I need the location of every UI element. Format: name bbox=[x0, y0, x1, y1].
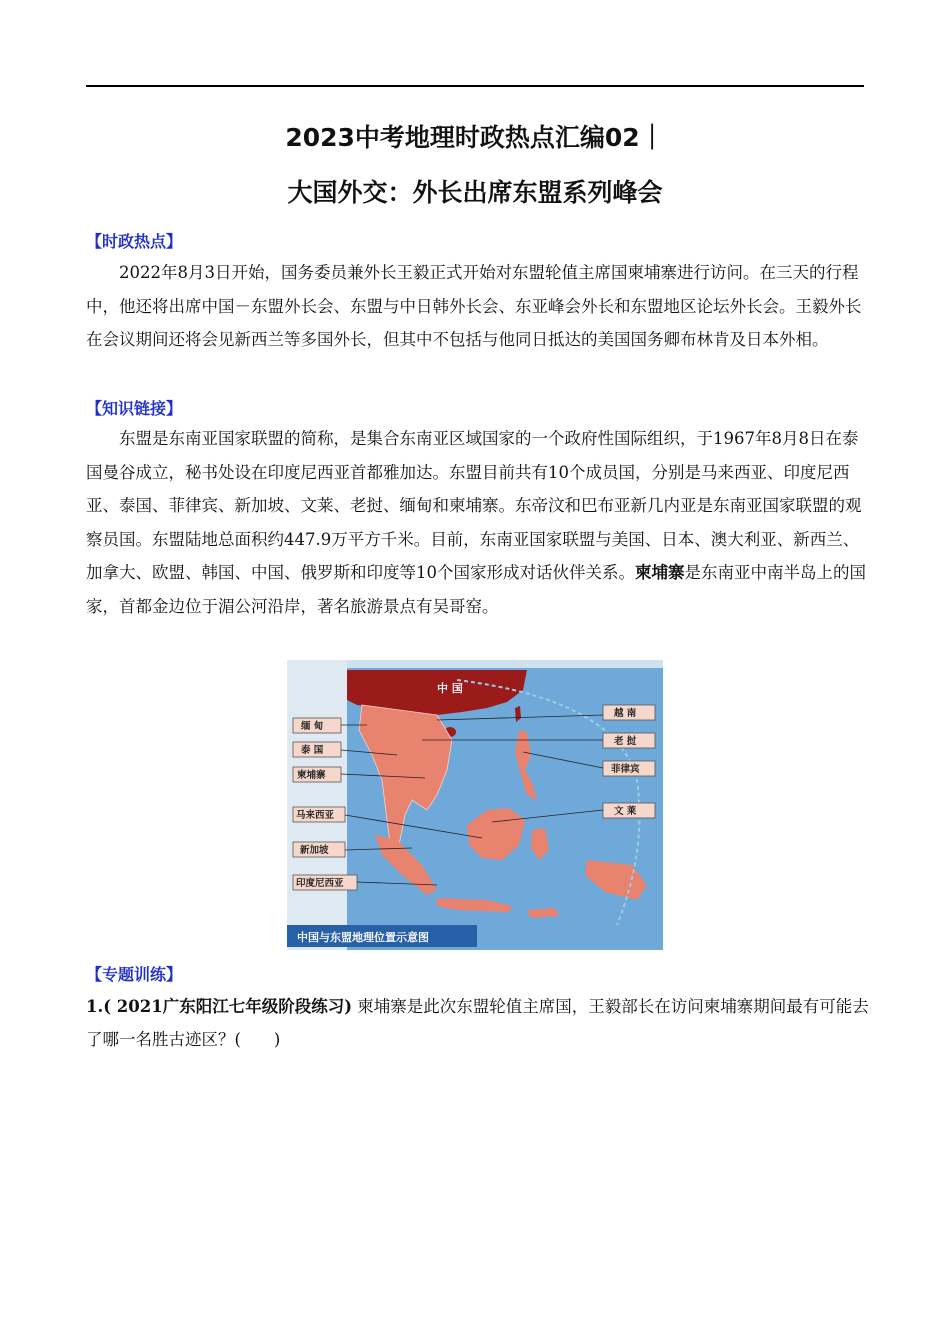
question-1-text: 柬埔寨是此次东盟轮值主席国，王毅部长在访问柬埔寨期间最有可能去了哪一名胜古迹区？( ) bbox=[86, 997, 869, 1049]
section-label-practice: 【专题训练】 bbox=[86, 965, 183, 984]
map-label-singapore: 新加坡 bbox=[300, 845, 329, 856]
map-label-philippines: 菲律宾 bbox=[611, 764, 640, 775]
knowledge-text-bold: 柬埔寨 bbox=[635, 563, 685, 582]
page-title: 2023中考地理时政热点汇编02｜ bbox=[285, 123, 665, 152]
knowledge-text bbox=[86, 422, 870, 623]
map-left-panel bbox=[287, 660, 347, 950]
knowledge-text-b: 是东南亚中南半岛上的国家，首都金边位于湄公河沿岸，著名旅游景点有吴哥窑。 bbox=[86, 563, 866, 616]
asean-map bbox=[287, 660, 663, 950]
map-china-label: 中 国 bbox=[437, 682, 463, 695]
map-label-brunei: 文 莱 bbox=[614, 806, 637, 817]
section-label-knowledge: 【知识链接】 bbox=[86, 399, 183, 418]
map-label-thailand: 泰 国 bbox=[301, 745, 324, 756]
header-rule bbox=[86, 85, 864, 87]
current-affairs-text: 2022年8月3日开始，国务委员兼外长王毅正式开始对东盟轮值主席国柬埔寨进行访问。在三天的行程中，他还将出席中国－东盟外长会、东盟与中日韩外长会、东亚峰会外长和东盟地区论坛外长会。王毅外长在会议期间还将会见新西兰等多国外长，但其中不包括与他同日抵达的美国国务卿布林肯及日本外相。 bbox=[86, 263, 862, 349]
knowledge-paragraph bbox=[86, 422, 870, 623]
section-label-current-affairs: 【时政热点】 bbox=[86, 232, 183, 251]
map-label-indonesia: 印度尼西亚 bbox=[296, 878, 344, 889]
map-caption: 中国与东盟地理位置示意图 bbox=[297, 931, 429, 944]
knowledge-text-a: 东盟是东南亚国家联盟的简称，是集合东南亚区域国家的一个政府性国际组织，于1967年8月8日在泰国曼谷成立，秘书处设在印度尼西亚首都雅加达。东盟目前共有10个成员国，分别是马来西亚、印度尼西亚、泰国、菲律宾、新加坡、文莱、老挝、缅甸和柬埔寨。东帝汶和巴布亚新几内亚是东南亚国家联盟的观察员国。东盟陆地总面积约447.9万平方千米。目前，东南亚国家联盟与美国、日本、澳大利亚、新西兰、加拿大、欧盟、韩国、中国、俄罗斯和印度等10个国家形成对话伙伴关系。 bbox=[86, 429, 862, 582]
map-top-edge bbox=[347, 660, 663, 668]
map-label-myanmar: 缅 甸 bbox=[301, 721, 324, 732]
question-1-source: 1.( 2021广东阳江七年级阶段练习) bbox=[86, 997, 353, 1016]
map-label-cambodia: 柬埔寨 bbox=[297, 770, 326, 781]
current-affairs-paragraph bbox=[86, 256, 870, 357]
map-label-laos: 老 挝 bbox=[614, 736, 637, 747]
question-1 bbox=[86, 990, 870, 1056]
map-label-vietnam: 越 南 bbox=[614, 708, 637, 719]
page-subtitle: 大国外交：外长出席东盟系列峰会 bbox=[287, 178, 663, 207]
map-label-malaysia: 马来西亚 bbox=[296, 810, 335, 821]
